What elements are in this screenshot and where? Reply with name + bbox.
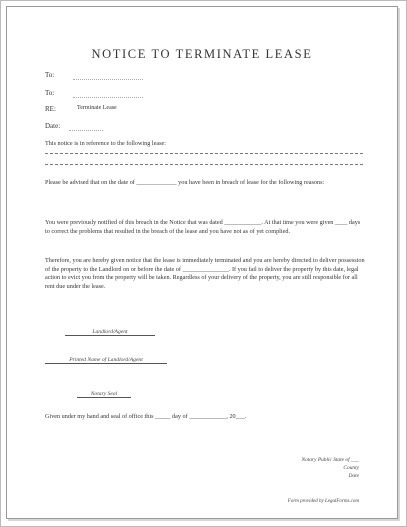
landlord-signature-line[interactable] [65,335,155,336]
termination-paragraph: Therefore, you are hereby given notice that the lease is immediately terminated and you are hereby directed to deliver possession of the property to the Landlord on or before the date of _______________. If you fail to deliver the property by this date, legal action to evict you from the property will be taken. Regardless of your delivery of the property, you are still responsible for all rent due under the lease. [45,257,365,290]
to-field-2[interactable] [73,97,143,98]
document-page [6,6,398,519]
landlord-signature-caption: Landlord/Agent [92,329,128,335]
date-line: Date [348,473,359,479]
re-label: RE: [45,105,56,113]
re-value: Terminate Lease [77,105,117,111]
document-title: NOTICE TO TERMINATE LEASE [91,47,313,61]
printed-name-caption: Printed Name of Landlord/Agent [69,357,143,363]
date-field[interactable] [69,130,103,131]
notary-seal-line[interactable] [77,397,131,398]
to-label-1: To: [45,71,55,79]
printed-name-line[interactable] [45,363,167,364]
notary-seal-caption: Notary Seal [90,391,118,397]
date-label: Date: [45,122,61,130]
reference-line: This notice is in reference to the following lease: [45,140,166,147]
to-label-2: To: [45,89,55,97]
copyright-footer: Form provided by LegalForms.com [287,499,359,504]
notary-public-line: Notary Public State of ___ [301,457,359,463]
breach-paragraph: Please be advised that on the date of _____________ you have been in breach of lease for the following reasons: [45,179,325,186]
county-line: County [343,465,359,471]
to-field-1[interactable] [73,79,143,80]
lease-reference-line-2[interactable] [45,164,363,165]
previous-notice-paragraph: You were previously notified of this breach in the Notice that was dated ____________. At that time you were given ____ days to correct the problems that resulted in the breach of the lease and you have not as of yet complied. [45,219,361,235]
lease-reference-line-1[interactable] [45,153,363,154]
given-under-hand-line: Given under my hand and seal of office this _____ day of ____________, 20___. [45,413,247,420]
